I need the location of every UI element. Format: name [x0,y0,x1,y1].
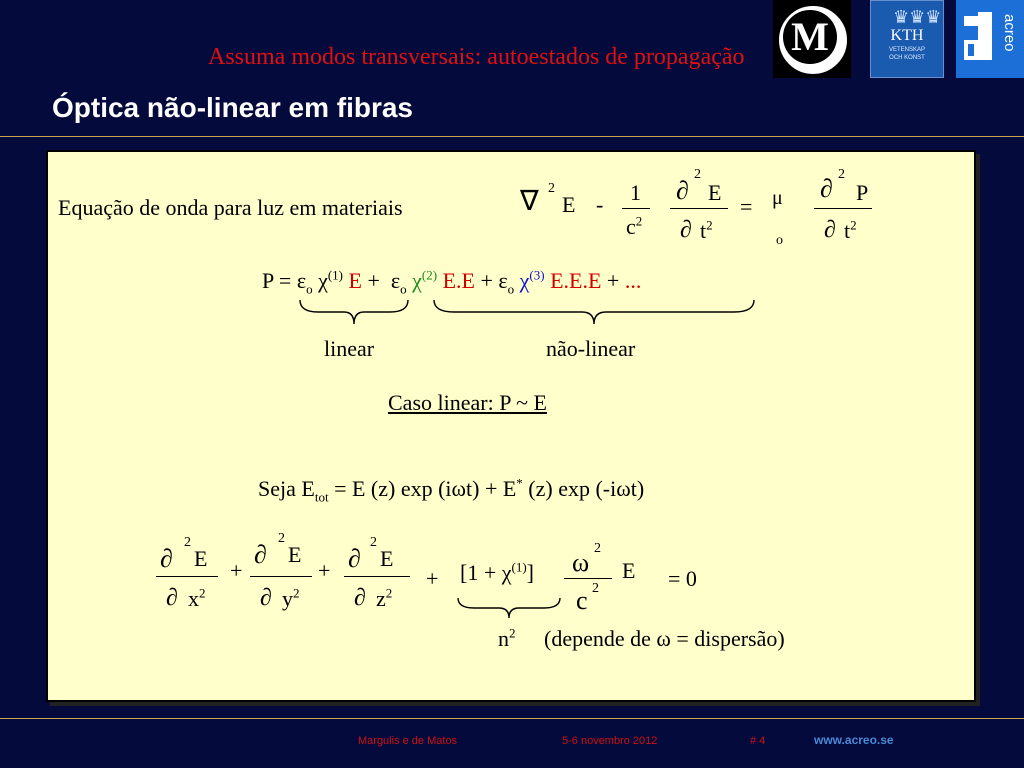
crown-icon: ♛♛♛ [893,7,942,27]
d2z-bar [344,576,410,577]
title-divider [0,136,1024,137]
d2x-E: E [194,546,208,571]
kth-logo-line1: VETENSKAP [888,47,925,53]
dy-partial: ∂ [260,585,272,611]
d2x-bar [156,576,218,577]
nabla-symbol: ∇ [520,186,539,217]
wave-E: E [562,192,576,217]
omega-bar [564,578,612,579]
partial-power-p: 2 [838,167,845,182]
partial-t-symbol: ∂ [680,217,692,243]
footer-date: 5-6 novembro 2012 [562,735,658,747]
numerator-E: E [708,180,722,205]
wave-equation-label: Equação de onda para luz em materiais [58,195,403,220]
denominator-t: $t^2$ [700,217,713,243]
slide-title: Óptica não-linear em fibras [52,92,413,123]
acreo-logo [956,0,1024,78]
n2-brace [456,596,562,622]
d2z-E: E [380,546,394,571]
nabla-power: 2 [548,181,555,196]
d2z-partial: ∂ [348,544,361,573]
fraction-bar-2 [670,208,728,209]
equals-zero: = 0 [668,566,697,591]
n-squared: $n^2$ [498,625,516,651]
d2z-power: 2 [370,535,377,550]
kth-logo-line2: OCH KONST [889,55,925,61]
linear-brace [298,296,410,328]
mu-subscript: o [776,233,783,248]
polarization-expansion: $P = \varepsilon_o$ $\chi^{(1)}$ $E + \varepsilon_o$ $\chi^{(2)}$ $E.E + \varepsilon_o$ $\chi^{(3)}$ E.E.E + ... [262,267,642,297]
kth-logo [870,0,944,78]
minus-sign: - [596,192,604,217]
dispersion-note: (depende de ω = dispersão) [544,626,785,651]
kth-logo-text: KTH [890,27,924,44]
dz-denominator: $z^2$ [376,585,393,611]
d2y-bar [250,576,312,577]
dx-denominator: $x^2$ [188,585,206,611]
content-panel [46,150,976,702]
footer-divider [0,718,1024,719]
slide-subtitle: Assuma modos transversais: autoestados de propagação [208,44,745,70]
linear-case-heading: Caso linear: P ~ E [388,390,547,415]
d2x-power: 2 [184,535,191,550]
acreo-symbol-icon [962,10,996,64]
footer-authors: Margulis e de Matos [358,735,458,747]
fraction-one: 1 [630,180,641,205]
partial-symbol-p: ∂ [820,174,833,203]
footer-url: www.acreo.se [814,733,894,747]
helmholtz-E: E [622,558,636,583]
d2x-partial: ∂ [160,544,173,573]
linear-label: linear [324,336,375,361]
omega-numerator: ω [572,548,590,577]
omega-power: 2 [594,541,601,556]
d2y-partial: ∂ [254,540,267,569]
mu-symbol: μ [772,187,783,209]
d2y-power: 2 [278,531,285,546]
plus-1: + [230,558,243,583]
denominator-c: $c^2$ [626,213,643,239]
partial-power: 2 [694,167,701,182]
m-logo-letter: M [783,10,837,64]
dx-partial: ∂ [166,585,178,611]
c-denominator: c [576,586,588,615]
d2y-E: E [288,542,302,567]
fraction-bar-1 [622,208,650,209]
m-logo [773,0,851,78]
fraction-bar-3 [814,208,872,209]
c-power: 2 [592,581,599,596]
equals-sign: = [740,194,753,219]
nonlinear-label: não-linear [546,336,636,361]
nonlinear-brace [432,296,756,328]
footer-page-number: # 4 [750,735,766,747]
partial-symbol: ∂ [676,176,689,205]
denominator-t-p: $t^2$ [844,217,857,243]
numerator-P: P [856,180,869,205]
dz-partial: ∂ [354,585,366,611]
bracket-term: $[1 + \chi^{(1)}]$ [460,559,534,585]
acreo-logo-text: acreo [1001,14,1018,52]
plus-3: + [426,566,439,591]
dy-denominator: $y^2$ [282,585,300,611]
partial-t-symbol-p: ∂ [824,217,836,243]
etot-definition: Seja $E_{tot} = E$ (z) exp (iωt) + E* (z) exp (-iωt) [258,475,645,505]
plus-2: + [318,558,331,583]
